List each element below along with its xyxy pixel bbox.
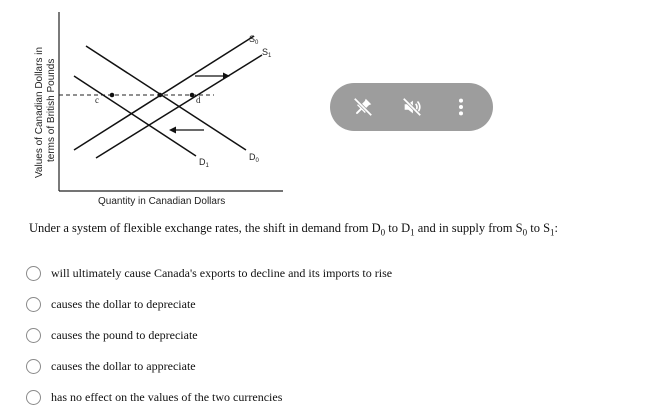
supply-shift-arrow: [195, 73, 230, 80]
supply-demand-graph: [0, 0, 300, 210]
answer-option-label: causes the dollar to appreciate: [51, 359, 196, 373]
answer-options: [26, 258, 392, 413]
y-axis-label-line1: Values of Canadian Dollars in: [34, 46, 45, 178]
label-s0: $S_0$: [249, 34, 259, 46]
radio-button[interactable]: [26, 328, 41, 343]
media-control-bar: [330, 83, 493, 131]
radio-button[interactable]: [26, 359, 41, 374]
label-s1: $S_1$: [262, 47, 272, 59]
more-vert-icon: [450, 96, 472, 118]
demand-curve-d0: [86, 46, 246, 150]
mute-button[interactable]: [396, 91, 428, 123]
equilibrium-marker: [158, 93, 163, 98]
radio-button[interactable]: [26, 297, 41, 312]
radio-button[interactable]: [26, 266, 41, 281]
label-d0: $D_0$: [249, 152, 259, 164]
point-d-label: d: [196, 95, 201, 105]
point-d-marker: [190, 93, 195, 98]
answer-option-5[interactable]: [26, 382, 392, 413]
answer-option-1[interactable]: [26, 258, 392, 289]
demand-curve-d1: [74, 76, 196, 156]
answer-option-label: has no effect on the values of the two currencies: [51, 390, 283, 404]
answer-option-label: causes the pound to depreciate: [51, 328, 198, 342]
x-axis-label: Quantity in Canadian Dollars: [98, 196, 226, 207]
answer-option-3[interactable]: [26, 320, 392, 351]
answer-option-label: causes the dollar to depreciate: [51, 297, 196, 311]
point-c-marker: [110, 93, 115, 98]
radio-button[interactable]: [26, 390, 41, 405]
pin-off-icon: [352, 96, 374, 118]
volume-off-icon: [401, 96, 423, 118]
label-d1: $D_1$: [199, 157, 209, 169]
demand-shift-arrow: [169, 127, 204, 134]
answer-option-2[interactable]: [26, 289, 392, 320]
more-options-button[interactable]: [445, 91, 477, 123]
point-c-label: c: [95, 95, 99, 105]
answer-option-4[interactable]: [26, 351, 392, 382]
unpin-button[interactable]: [347, 91, 379, 123]
y-axis-label-line2: terms of British Pounds: [46, 58, 57, 162]
answer-option-label: will ultimately cause Canada's exports to decline and its imports to rise: [51, 266, 393, 280]
question-text: Under a system of flexible exchange rates, the shift in demand from $D_0$ to $D_1$ and in supply from $S_0$ to $S_1$:: [29, 221, 559, 238]
